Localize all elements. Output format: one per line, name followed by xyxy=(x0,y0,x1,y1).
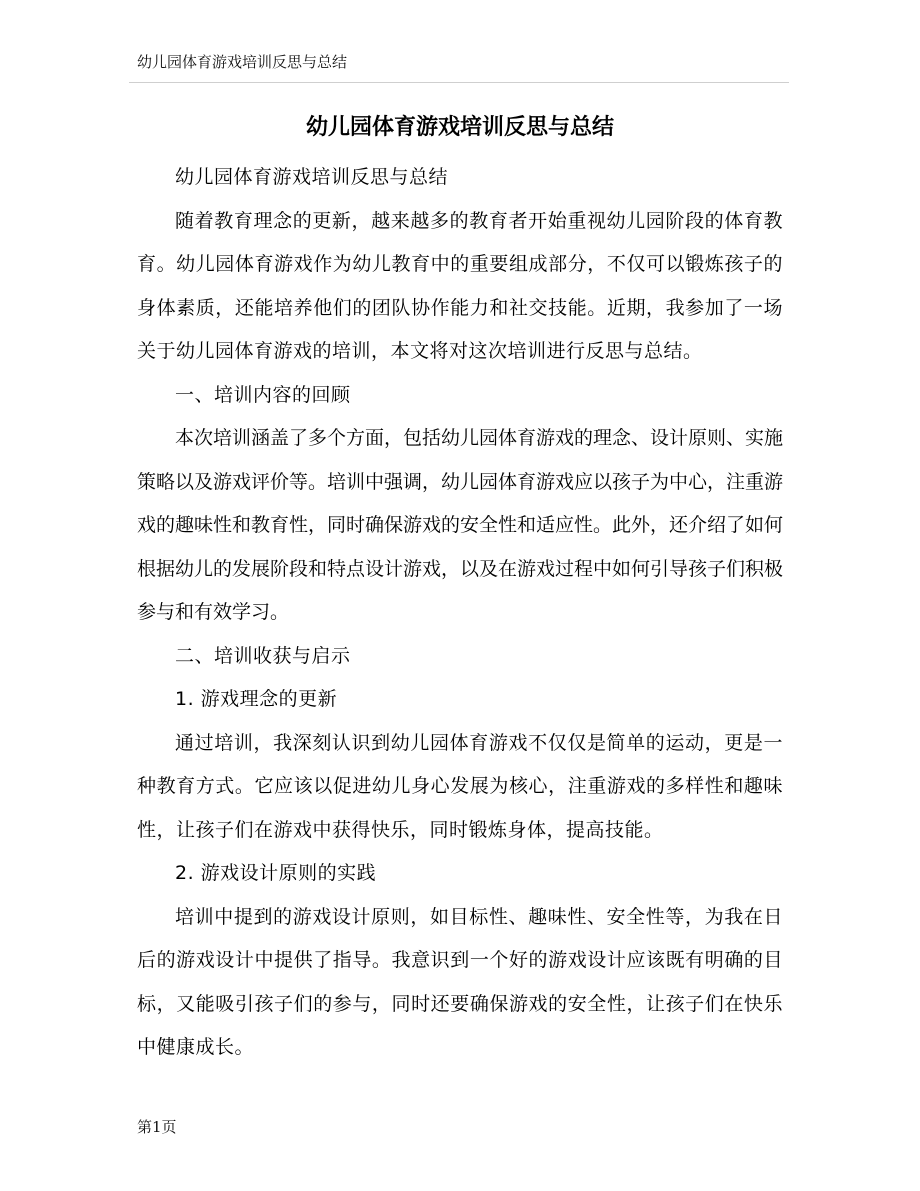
document-title: 幼儿园体育游戏培训反思与总结 xyxy=(305,115,614,140)
design-practice-paragraph: 培训中提到的游戏设计原则，如目标性、趣味性、安全性等，为我在日后的游戏设计中提供了指导。我意识到一个好的游戏设计应该既有明确的目标，又能吸引孩子们的参与，同时还要确保游戏的安全性，让孩子们在快乐中健康成长。 xyxy=(137,905,783,1058)
section-heading-review: 一、培训内容的回顾 xyxy=(175,383,351,406)
header-divider xyxy=(129,82,789,83)
document-body xyxy=(137,156,783,1070)
subheading-concept-update: 1. 游戏理念的更新 xyxy=(175,688,338,710)
intro-paragraph: 随着教育理念的更新，越来越多的教育者开始重视幼儿园阶段的体育教育。幼儿园体育游戏作为幼儿教育中的重要组成部分，不仅可以锻炼孩子的身体素质，还能培养他们的团队协作能力和社交技能。近期，我参加了一场关于幼儿园体育游戏的培训，本文将对这次培训进行反思与总结。 xyxy=(137,209,783,362)
subheading-design-practice: 2. 游戏设计原则的实践 xyxy=(175,862,377,884)
page-number: 第1页 xyxy=(137,1118,177,1136)
section-heading-gains: 二、培训收获与启示 xyxy=(175,644,351,667)
review-paragraph: 本次培训涵盖了多个方面，包括幼儿园体育游戏的理念、设计原则、实施策略以及游戏评价等。培训中强调，幼儿园体育游戏应以孩子为中心，注重游戏的趣味性和教育性，同时确保游戏的安全性和适应性。此外，还介绍了如何根据幼儿的发展阶段和特点设计游戏，以及在游戏过程中如何引导孩子们积极参与和有效学习。 xyxy=(137,427,784,623)
subtitle-paragraph: 幼儿园体育游戏培训反思与总结 xyxy=(175,166,449,188)
concept-update-paragraph: 通过培训，我深刻认识到幼儿园体育游戏不仅仅是简单的运动，更是一种教育方式。它应该以促进幼儿身心发展为核心，注重游戏的多样性和趣味性，让孩子们在游戏中获得快乐，同时锻炼身体，提高技能。 xyxy=(137,731,783,841)
running-header: 幼儿园体育游戏培训反思与总结 xyxy=(137,53,348,71)
